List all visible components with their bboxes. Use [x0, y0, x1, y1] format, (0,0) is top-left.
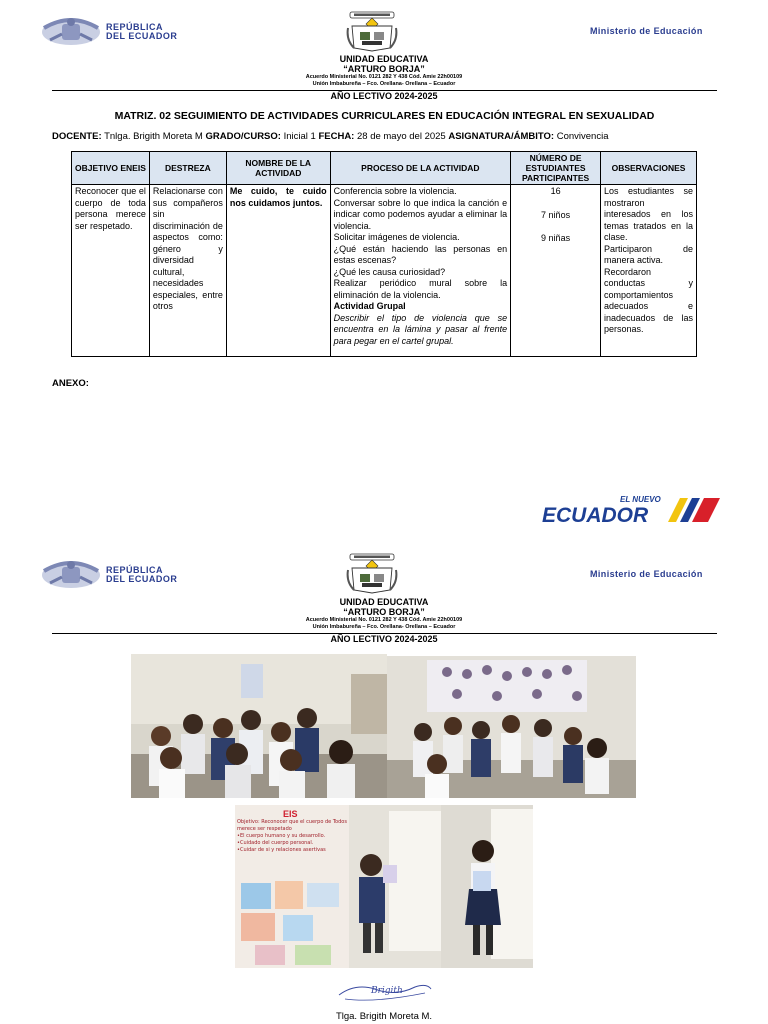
header-actividad: NOMBRE DE LA ACTIVIDAD — [226, 152, 330, 185]
cell-destreza: Relacionarse con sus compañeros sin discriminación de aspectos como: género y diversidad cultural, necesidades especiales, entre otros — [149, 185, 226, 357]
logo-big-text: ECUADOR — [542, 504, 649, 527]
poster-bullet: •El cuerpo humano y su desarrollo. — [237, 833, 326, 839]
photo-class-group-1 — [131, 654, 387, 798]
header-objetivo: OBJETIVO ENEIS — [72, 152, 150, 185]
activities-table — [71, 151, 697, 357]
poster-objetivo: Objetivo: Reconocer que el cuerpo de Todos merece ser respetado — [237, 819, 347, 832]
fecha-value: 28 de mayo del 2025 — [354, 131, 449, 142]
docente-line — [52, 131, 608, 142]
republica-logo — [40, 12, 180, 52]
school-heading-page2 — [0, 597, 768, 631]
num-ninos: 7 niños — [541, 209, 571, 220]
grado-label: GRADO/CURSO: — [205, 131, 281, 142]
logo-small-text: EL NUEVO — [620, 495, 661, 504]
cell-objetivo: Reconocer que el cuerpo de toda persona merece ser respetado. — [72, 185, 150, 357]
cell-numero — [511, 185, 601, 357]
school-address: Unión Imbabureña – Fco. Orellana- Orellana – Ecuador — [312, 81, 456, 87]
asignatura-value: Convivencia — [554, 131, 609, 142]
ministry-label-page2: Ministerio de Educación — [590, 569, 703, 579]
poster-title: EIS — [283, 809, 298, 819]
el-nuevo-ecuador-logo — [540, 492, 730, 528]
header-observaciones: OBSERVACIONES — [601, 152, 697, 185]
header-numero: NÚMERO DE ESTUDIANTES PARTICIPANTES — [511, 152, 601, 185]
observacion: Recordaron conductas y comportamientos adecuados e inadecuados de las personas. — [604, 266, 693, 334]
school-crest-icon — [344, 552, 400, 594]
docente-value: Tnlga. Brigith Moreta M — [101, 131, 206, 142]
header-destreza: DESTREZA — [149, 152, 226, 185]
republica-line1: REPÚBLICA — [106, 22, 164, 32]
docente-label: DOCENTE: — [52, 131, 102, 142]
school-agreement: Acuerdo Ministerial No. 0121 282 Y 438 Cód. Amie 22h00109 — [305, 617, 463, 623]
poster-bullet: •Cuidado del cuerpo personal. — [237, 840, 314, 846]
proceso-step: Conversar sobre lo que indica la canción e indicar como podemos ayudar a eliminar la violencia. — [333, 197, 508, 231]
proceso-step: Realizar periódico mural sobre la eliminación de la violencia. — [333, 278, 508, 300]
school-address: Unión Imbabureña – Fco. Orellana- Orellana – Ecuador — [312, 624, 456, 630]
photo-class-group-2 — [387, 656, 636, 798]
cell-actividad: Me cuido, te cuido nos cuidamos juntos. — [226, 185, 330, 357]
school-name: UNIDAD EDUCATIVA — [339, 54, 429, 64]
school-year: AÑO LECTIVO 2024-2025 — [330, 91, 438, 101]
poster-bullet: •Cuidar de si y relaciones asertivas — [237, 847, 326, 853]
proceso-step: Conferencia sobre la violencia. — [333, 186, 457, 196]
signature-image — [335, 977, 435, 1005]
coat-of-arms-icon — [40, 14, 102, 50]
school-crest-icon — [344, 10, 400, 52]
photo-girl-at-board — [441, 805, 533, 968]
anexo-label: ANEXO: — [52, 378, 89, 389]
observacion: Participaron de manera activa. — [604, 243, 693, 265]
proceso-grupal-title: Actividad Grupal — [333, 301, 406, 311]
asignatura-label: ASIGNATURA/ÁMBITO: — [448, 131, 555, 142]
table-row — [72, 185, 697, 357]
coat-of-arms-icon — [40, 557, 102, 593]
republica-logo-page2 — [40, 555, 180, 595]
proceso-step: Solicitar imágenes de violencia. — [333, 232, 460, 242]
num-ninas: 9 niñas — [541, 233, 571, 243]
republica-line2: DEL ECUADOR — [106, 574, 178, 584]
school-quoted-name: “ARTURO BORJA” — [343, 64, 425, 74]
header-proceso: PROCESO DE LA ACTIVIDAD — [330, 152, 511, 185]
school-year-page2: AÑO LECTIVO 2024-2025 — [330, 634, 438, 644]
republica-line1: REPÚBLICA — [106, 565, 164, 575]
signature-script: Brigith — [371, 986, 403, 996]
proceso-step: ¿Qué están haciendo las personas en estas escenas? — [333, 243, 508, 265]
photo-boy-at-board — [349, 805, 441, 968]
school-agreement: Acuerdo Ministerial No. 0121 282 Y 438 Cód. Amie 22h00109 — [305, 74, 463, 80]
ministry-label: Ministerio de Educación — [590, 26, 703, 36]
proceso-step: ¿Qué les causa curiosidad? — [333, 266, 446, 277]
photo-eis-poster — [235, 805, 349, 968]
num-total: 16 — [550, 186, 561, 196]
cell-proceso — [330, 185, 511, 357]
observacion: Los estudiantes se mostraron interesados en los temas tratados en la clase. — [604, 186, 693, 242]
school-quoted-name: “ARTURO BORJA” — [343, 607, 425, 617]
republica-line2: DEL ECUADOR — [106, 31, 178, 41]
fecha-label: FECHA: — [318, 131, 355, 142]
proceso-grupal-text: Describir el tipo de violencia que se encuentra en la lámina y pasar al frente para pegar en el cartel grupal. — [333, 312, 508, 346]
signature-name: Tlga. Brigith Moreta M. — [335, 1011, 433, 1022]
cell-observaciones — [601, 185, 697, 357]
grado-value: Inicial 1 — [280, 131, 319, 142]
school-name: UNIDAD EDUCATIVA — [339, 597, 429, 607]
table-header-row — [72, 152, 697, 185]
school-heading — [0, 54, 768, 88]
matrix-title: MATRIZ. 02 SEGUIMIENTO DE ACTIVIDADES CURRICULARES EN EDUCACIÓN INTEGRAL EN SEXUALIDAD — [114, 110, 655, 122]
